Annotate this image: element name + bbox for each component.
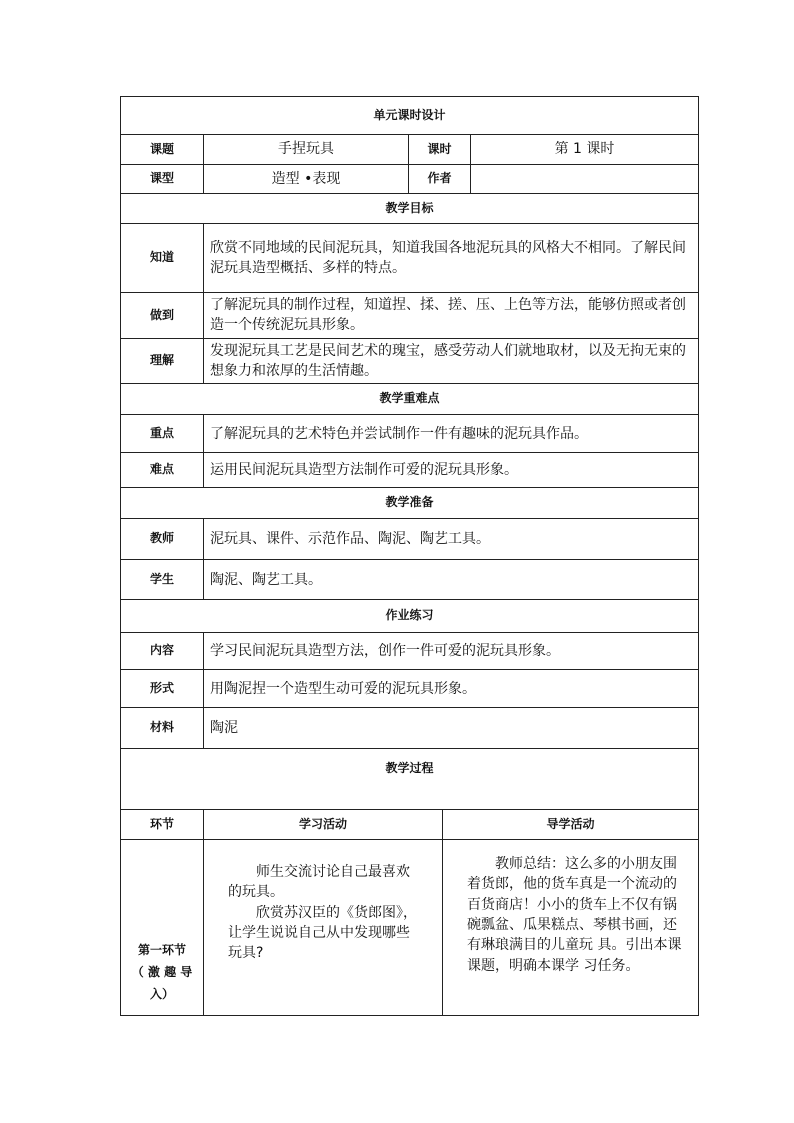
objective-know-text: 欣赏不同地域的民间泥玩具，知道我国各地泥玩具的风格大不相同。了解民间泥玩具造型概括、多样的特点。 <box>204 224 699 293</box>
keypoints-heading: 教学重难点 <box>121 384 699 415</box>
process-learning-header: 学习活动 <box>204 810 443 840</box>
author-value <box>471 165 699 194</box>
process-stage-header: 环节 <box>121 810 204 840</box>
lesson-plan-table <box>120 96 699 749</box>
stage1-guiding-paragraph: 教师总结：这么多的小朋友围着货郎，他的货车真是一个流动的百货商店！小小的货车上不仅有锅碗瓢盆、瓜果糕点、琴棋书画，还有琳琅满目的儿童玩 具。引出本课课题，明确本课学 习任务。 <box>467 856 682 974</box>
preparation-heading: 教学准备 <box>121 488 699 519</box>
keypoint-focus-label: 重点 <box>121 415 204 453</box>
stage1-cell <box>121 840 204 1016</box>
objectives-heading: 教学目标 <box>121 194 699 224</box>
prep-student-label: 学生 <box>121 560 204 600</box>
stage1-learning-paragraph-1: 师生交流讨论自己最喜欢 的玩具。 <box>228 864 410 901</box>
process-table <box>120 748 699 1016</box>
homework-heading: 作业练习 <box>121 600 699 633</box>
process-guiding-header: 导学活动 <box>443 810 699 840</box>
stage1-learning-paragraph-2: 欣赏苏汉臣的《货郎图》，让学生说说自己从中发现哪些 玩具? <box>228 904 417 962</box>
stage1-guiding-cell <box>443 840 699 1016</box>
homework-content-label: 内容 <box>121 633 204 670</box>
homework-material-label: 材料 <box>121 708 204 749</box>
homework-content-text: 学习民间泥玩具造型方法，创作一件可爱的泥玩具形象。 <box>204 633 699 670</box>
homework-form-text: 用陶泥捏一个造型生动可爱的泥玩具形象。 <box>204 670 699 708</box>
prep-teacher-label: 教师 <box>121 519 204 560</box>
keypoint-focus-text: 了解泥玩具的艺术特色并尝试制作一件有趣味的泥玩具作品。 <box>204 415 699 453</box>
period-value: 第 1 课时 <box>471 135 699 165</box>
objective-do-text: 了解泥玩具的制作过程，知道捏、揉、搓、压、上色等方法，能够仿照或者创造一个传统泥玩具形象。 <box>204 293 699 339</box>
period-label: 课时 <box>409 135 471 165</box>
homework-form-label: 形式 <box>121 670 204 708</box>
objective-understand-text: 发现泥玩具工艺是民间艺术的瑰宝，感受劳动人们就地取材，以及无拘无束的想象力和浓厚的生活情趣。 <box>204 338 699 384</box>
prep-student-text: 陶泥、陶艺工具。 <box>204 560 699 600</box>
stage1-learning-cell <box>204 840 443 1016</box>
objective-know-label: 知道 <box>121 224 204 293</box>
lesson-plan-document <box>120 96 698 1016</box>
document-title: 单元课时设计 <box>121 97 699 135</box>
process-heading: 教学过程 <box>121 749 699 810</box>
keypoint-difficulty-label: 难点 <box>121 453 204 488</box>
objective-do-label: 做到 <box>121 293 204 339</box>
keypoint-difficulty-text: 运用民间泥玩具造型方法制作可爱的泥玩具形象。 <box>204 453 699 488</box>
homework-material-text: 陶泥 <box>204 708 699 749</box>
lesson-type-value: 造型 •表现 <box>204 165 409 194</box>
prep-teacher-text: 泥玩具、课件、示范作品、陶泥、陶艺工具。 <box>204 519 699 560</box>
topic-value: 手捏玩具 <box>204 135 409 165</box>
stage1-name: 第一环节 <box>137 943 186 958</box>
objective-understand-label: 理解 <box>121 338 204 384</box>
lesson-type-label: 课型 <box>121 165 204 194</box>
topic-label: 课题 <box>121 135 204 165</box>
author-label: 作者 <box>409 165 471 194</box>
stage1-subtitle: （ 激 趣 导 入） <box>131 965 193 1001</box>
